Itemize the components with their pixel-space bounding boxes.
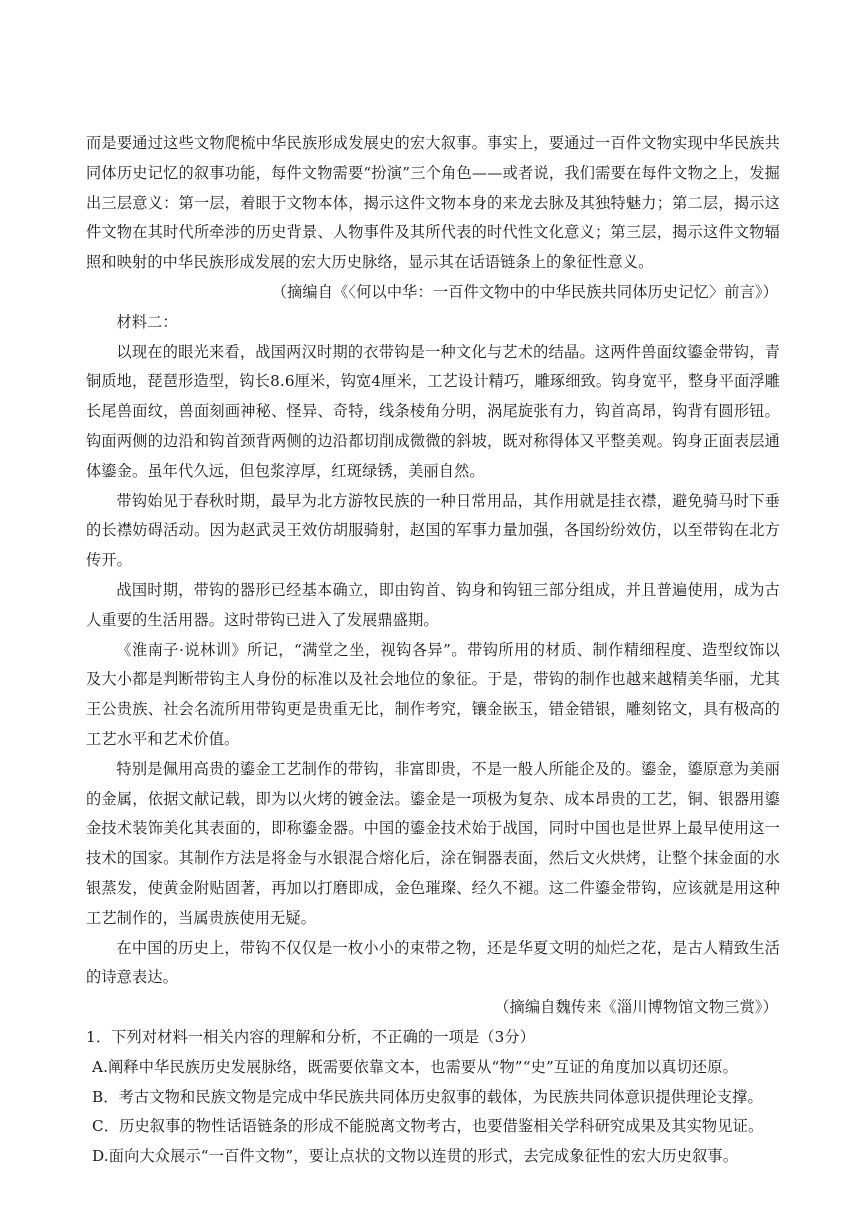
question-option-a: A.阐释中华民族历史发展脉络，既需要依靠文本，也需要从“物”“史”互证的角度加以真切还原。 (92, 1057, 738, 1076)
material2-paragraph: 以现在的眼光来看，战国两汉时期的衣带钩是一种文化与艺术的结晶。这两件兽面纹鎏金带钩，青铜质地，琵琶形造型，钩长8.6厘米，钩宽4厘米，工艺设计精巧，雕琢细致。钩身宽平，整身平面浮雕长尾兽面纹，兽面刻画神秘、怪异、奇特，线条棱角分明，涡尾旋张有力，钩首高昂，钩背有圆形钮。钩面两侧的边沿和钩首颈背两侧的边沿都切削成微微的斜坡，既对称得体又平整美观。钩身正面表层通体鎏金。虽年代久远，但包浆淳厚，红斑绿锈，美丽自然。 (86, 342, 780, 480)
material2-paragraph: 带钩始见于春秋时期，最早为北方游牧民族的一种日常用品，其作用就是挂衣襟，避免骑马时下垂的长襟妨碍活动。因为赵武灵王效仿胡服骑射，赵国的军事力量加强，各国纷纷效仿，以至带钩在北方传开。 (86, 491, 780, 570)
material1-paragraph: 而是要通过这些文物爬梳中华民族形成发展史的宏大叙事。事实上，要通过一百件文物实现中华民族共同体历史记忆的叙事功能，每件文物需要“扮演”三个角色——或者说，我们需要在每件文物之上，发掘出三层意义：第一层，着眼于文物本体，揭示这件文物本身的来龙去脉及其独特魅力；第二层，揭示这件文物在其时代所牵涉的历史背景、人物事件及其所代表的时代性文化意义；第三层，揭示这件文物辐照和映射的中华民族形成发展的宏大历史脉络，显示其在话语链条上的象征性意义。 (86, 134, 780, 272)
material2-paragraph: 战国时期，带钩的器形已经基本确立，即由钩首、钩身和钩钮三部分组成，并且普遍使用，成为古人重要的生活用器。这时带钩已进入了发展鼎盛期。 (86, 580, 780, 629)
question-stem: 1．下列对材料一相关内容的理解和分析，不正确的一项是（3分） (86, 1027, 536, 1046)
source-citation-2: （摘编自魏传来《淄川博物馆文物三赏》） (494, 998, 778, 1017)
material2-paragraph: 特别是佩用高贵的鎏金工艺制作的带钩，非富即贵，不是一般人所能企及的。鎏金，鎏原意为美丽的金属，依据文献记载，即为以火烤的镀金法。鎏金是一项极为复杂、成本昂贵的工艺，铜、银器用鎏金技术装饰美化其表面的，即称鎏金器。中国的鎏金技术始于战国，同时中国也是世界上最早使用这一技术的国家。其制作方法是将金与水银混合熔化后，涂在铜器表面，然后文火烘烤，让整个抹金面的水银蒸发，使黄金附贴固著，再加以打磨即成，金色璀璨、经久不褪。这二件鎏金带钩，应该就是用这种工艺制作的，当属贵族使用无疑。 (86, 759, 780, 927)
material2-label: 材料二： (116, 312, 178, 331)
question-option-d: D.面向大众展示“一百件文物”，要让点状的文物以连贯的形式，去完成象征性的宏大历史叙事。 (92, 1147, 739, 1166)
question-option-c: C．历史叙事的物性话语链条的形成不能脱离文物考古，也要借鉴相关学科研究成果及其实物见证。 (92, 1117, 764, 1136)
source-citation-1: （摘编自《〈何以中华：一百件文物中的中华民族共同体历史记忆〉前言》） (271, 282, 778, 301)
material2-paragraph: 《淮南子·说林训》所记，“满堂之坐，视钩各异”。带钩所用的材质、制作精细程度、造型纹饰以及大小都是判断带钩主人身份的标准以及社会地位的象征。于是，带钩的制作也越来越精美华丽，尤其王公贵族、社会名流所用带钩更是贵重无比，制作考究，镶金嵌玉，错金错银，雕刻铭文，具有极高的工艺水平和艺术价值。 (86, 640, 780, 748)
document-body (86, 129, 780, 1172)
question-option-b: B．考古文物和民族文物是完成中华民族共同体历史叙事的载体，为民族共同体意识提供理论支撑。 (92, 1087, 763, 1106)
material2-paragraph: 在中国的历史上，带钩不仅仅是一枚小小的束带之物，还是华夏文明的灿烂之花，是古人精致生活的诗意表达。 (86, 938, 780, 987)
